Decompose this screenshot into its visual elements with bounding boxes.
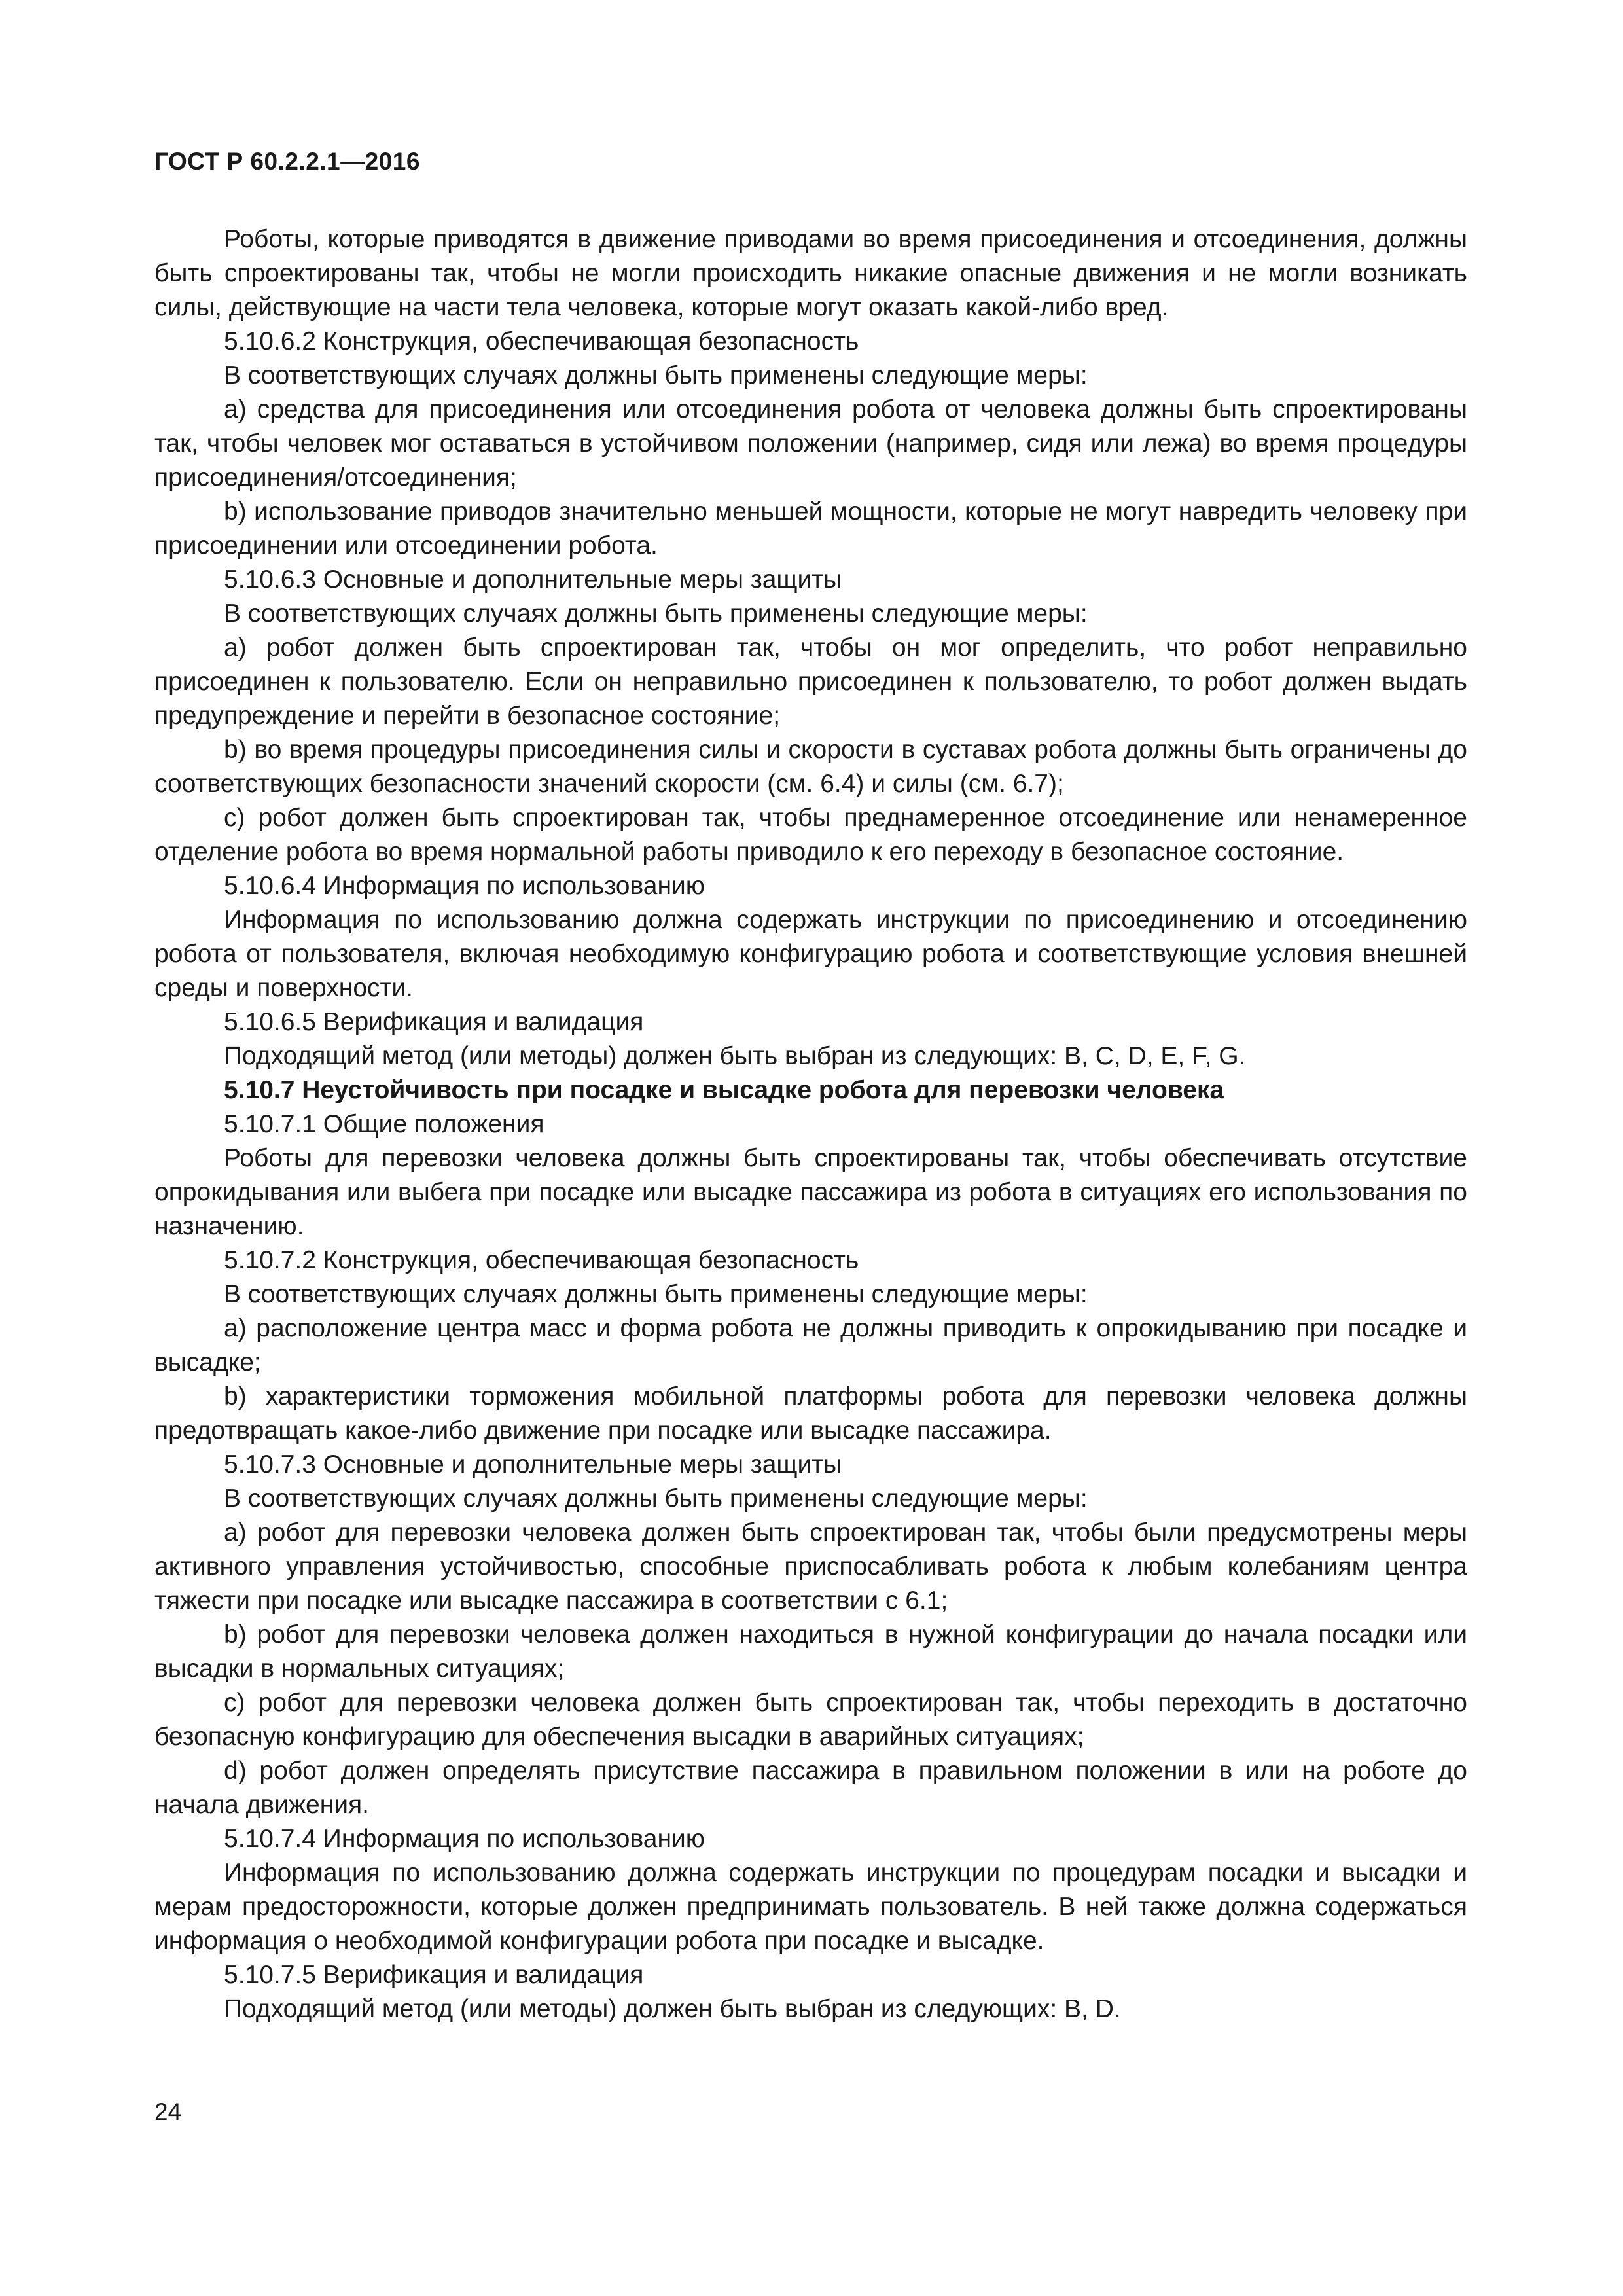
paragraph: b) во время процедуры присоединения силы и скорости в суставах робота должны быть ограничены до соответствующих безопасности значений скорости (см. 6.4) и силы (см. 6.7); xyxy=(154,736,1467,798)
paragraph: Информация по использованию должна содержать инструкции по процедурам посадки и высадки и мерам предосторожности, которые должен предпринимать пользователь. В ней также должна содержаться информация о необходимой конфигурации робота при посадке и высадке. xyxy=(154,1859,1467,1955)
paragraph: 5.10.6.4 Информация по использованию xyxy=(224,872,705,900)
paragraph: a) расположение центра масс и форма робота не должны приводить к опрокидыванию при посадке и высадке; xyxy=(154,1314,1467,1376)
document-body xyxy=(154,223,1467,2026)
paragraph: 5.10.7.4 Информация по использованию xyxy=(224,1825,705,1853)
paragraph: Роботы для перевозки человека должны быть спроектированы так, чтобы обеспечивать отсутствие опрокидывания или выбега при посадке или высадке пассажира из робота в ситуациях его использования по назначению. xyxy=(154,1144,1467,1240)
paragraph: c) робот должен быть спроектирован так, чтобы преднамеренное отсоединение или ненамеренное отделение робота во время нормальной работы приводило к его переходу в безопасное состояние. xyxy=(154,804,1467,866)
paragraph: a) робот для перевозки человека должен быть спроектирован так, чтобы были предусмотрены меры активного управления устойчивостью, способные приспосабливать робота к любым колебаниям центра тяжести при посадке или высадке пассажира в соответствии с 6.1; xyxy=(154,1518,1467,1615)
section-heading: 5.10.7 Неустойчивость при посадке и высадке робота для перевозки человека xyxy=(224,1076,1224,1104)
paragraph: Роботы, которые приводятся в движение приводами во время присоединения и отсоединения, должны быть спроектированы так, чтобы не могли происходить никакие опасные движения и не могли возникать силы, действующие на части тела человека, которые могут оказать какой-либо вред. xyxy=(154,225,1467,321)
paragraph: В соответствующих случаях должны быть применены следующие меры: xyxy=(224,1484,1088,1513)
paragraph: 5.10.6.5 Верификация и валидация xyxy=(224,1008,644,1036)
paragraph: 5.10.7.2 Конструкция, обеспечивающая безопасность xyxy=(224,1246,859,1274)
paragraph: b) характеристики торможения мобильной платформы робота для перевозки человека должны предотвращать какое-либо движение при посадке или высадке пассажира. xyxy=(154,1382,1467,1444)
paragraph: Подходящий метод (или методы) должен быть выбран из следующих: B, D. xyxy=(224,1995,1121,2023)
paragraph: 5.10.6.2 Конструкция, обеспечивающая безопасность xyxy=(224,327,859,355)
page-number: 24 xyxy=(154,2098,182,2125)
paragraph: 5.10.6.3 Основные и дополнительные меры защиты xyxy=(224,565,842,594)
paragraph: a) робот должен быть спроектирован так, чтобы он мог определить, что робот неправильно присоединен к пользователю. Если он неправильно присоединен к пользователю, то робот должен выдать предупреждение и перейти в безопасное состояние; xyxy=(154,634,1467,730)
paragraph: c) робот для перевозки человека должен быть спроектирован так, чтобы переходить в достаточно безопасную конфигурацию для обеспечения высадки в аварийных ситуациях; xyxy=(154,1689,1467,1751)
paragraph: d) робот должен определять присутствие пассажира в правильном положении в или на роботе до начала движения. xyxy=(154,1757,1467,1819)
paragraph: В соответствующих случаях должны быть применены следующие меры: xyxy=(224,600,1088,628)
paragraph: В соответствующих случаях должны быть применены следующие меры: xyxy=(224,1280,1088,1308)
document-header: ГОСТ Р 60.2.2.1—2016 xyxy=(154,148,420,175)
paragraph: b) робот для перевозки человека должен находиться в нужной конфигурации до начала посадки или высадки в нормальных ситуациях; xyxy=(154,1621,1467,1683)
paragraph: 5.10.7.3 Основные и дополнительные меры защиты xyxy=(224,1450,842,1479)
paragraph: b) использование приводов значительно меньшей мощности, которые не могут навредить человеку при присоединении или отсоединении робота. xyxy=(154,497,1467,560)
paragraph: Подходящий метод (или методы) должен быть выбран из следующих: B, C, D, E, F, G. xyxy=(224,1042,1246,1070)
paragraph: Информация по использованию должна содержать инструкции по присоединению и отсоединению робота от пользователя, включая необходимую конфигурацию робота и соответствующие условия внешней среды и поверхности. xyxy=(154,906,1467,1002)
paragraph: a) средства для присоединения или отсоединения робота от человека должны быть спроектированы так, чтобы человек мог оставаться в устойчивом положении (например, сидя или лежа) во время процедуры присоединения/отсоединения; xyxy=(154,395,1467,492)
paragraph: 5.10.7.5 Верификация и валидация xyxy=(224,1961,644,1989)
paragraph: В соответствующих случаях должны быть применены следующие меры: xyxy=(224,361,1088,389)
paragraph: 5.10.7.1 Общие положения xyxy=(224,1110,544,1138)
